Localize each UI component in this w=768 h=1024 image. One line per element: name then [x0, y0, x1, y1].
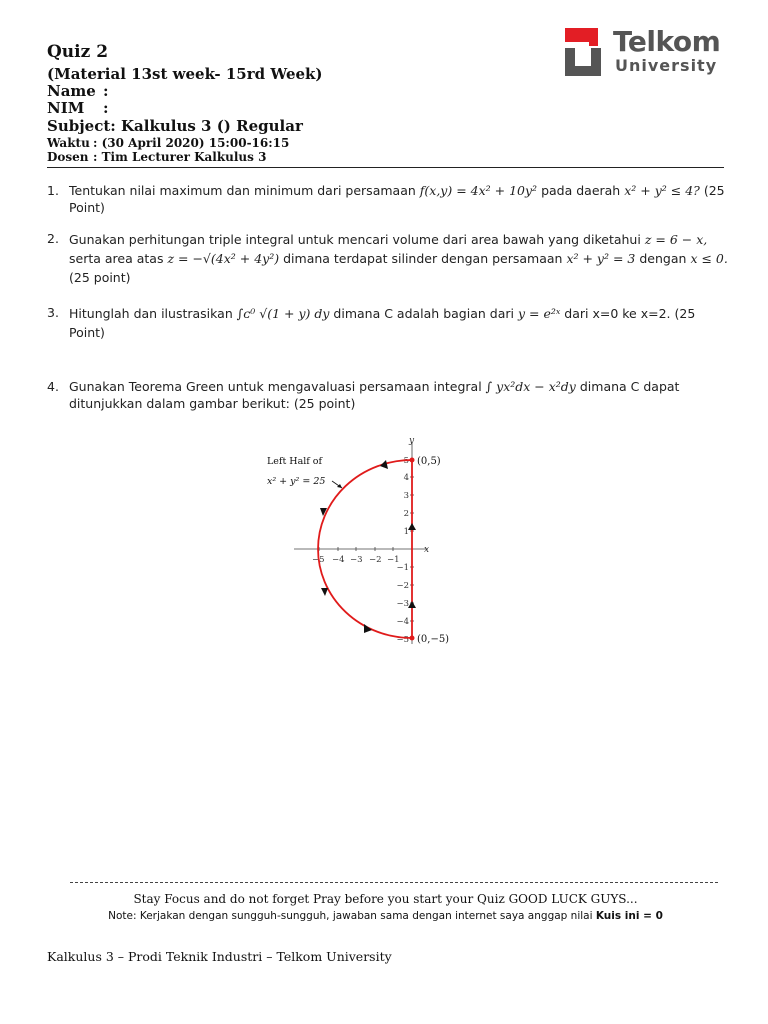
dashed-divider — [70, 882, 718, 883]
question-text: dimana terdapat silinder dengan persamaan — [283, 251, 563, 266]
question-points: (25 point) — [293, 396, 356, 411]
x-axis-label: x — [424, 545, 430, 555]
waktu-line — [47, 136, 289, 150]
y-tick-label: −1 — [396, 563, 409, 573]
note-text: Note: Kerjakan dengan sungguh-sungguh, jawaban sama dengan internet saya anggap nilai — [108, 910, 593, 922]
closing-note — [47, 910, 724, 922]
header-divider — [47, 167, 724, 168]
question-text: dimana C adalah bagian dari — [333, 306, 514, 321]
question-text: serta area atas — [69, 251, 164, 266]
question-number: 2. — [47, 231, 59, 246]
question-text: dari x=0 ke x=2. — [564, 306, 671, 321]
note-emphasis: Kuis ini = 0 — [595, 910, 663, 922]
question-text: Gunakan perhitungan triple integral untuk mencari volume dari area bawah yang diketahui — [69, 232, 641, 247]
question-2 — [47, 230, 729, 287]
top-endpoint — [410, 458, 415, 463]
dosen-value: : Tim Lecturer Kalkulus 3 — [93, 150, 267, 164]
name-line — [47, 83, 109, 100]
question-number: 4. — [47, 379, 59, 394]
cylinder-expression: x² + y² = 3 — [566, 251, 636, 266]
question-text: dengan — [639, 251, 687, 266]
question-points: (25 Point) — [69, 183, 725, 215]
telkom-logo-mark — [563, 26, 613, 78]
subject-line: Subject: Kalkulus 3 () Regular — [47, 117, 303, 135]
nim-line — [47, 100, 109, 117]
telkom-university-logo — [563, 26, 733, 82]
x-tick-label: −1 — [387, 555, 400, 565]
question-points: (25 Point) — [69, 306, 696, 340]
y-tick-label: 1 — [403, 527, 409, 537]
curve-expression: y = e²ˣ — [517, 306, 561, 321]
y-tick-label: 4 — [403, 473, 409, 483]
x-tick-label: −4 — [332, 555, 345, 565]
arrow-marker — [408, 601, 416, 608]
annotation-line-2: x² + y² = 25 — [267, 476, 326, 487]
waktu-value: : (30 April 2020) 15:00-16:15 — [93, 136, 290, 150]
arrow-marker — [321, 588, 328, 596]
y-tick-label: −2 — [396, 581, 409, 591]
annotation-line-1: Left Half of — [267, 456, 323, 467]
region-expression: x² + y² ≤ 4? — [624, 183, 700, 198]
question-1 — [47, 182, 729, 216]
nim-value: : — [103, 99, 109, 117]
lower-surface-expression: z = 6 − x, — [644, 232, 708, 247]
question-text: pada daerah — [541, 183, 621, 198]
x-tick-labels — [312, 555, 400, 565]
question-text: Gunakan Teorema Green untuk mengavaluasi persamaan integral — [69, 379, 482, 394]
x-tick-label: −3 — [350, 555, 363, 565]
function-expression: f(x,y) = 4x² + 10y² — [419, 183, 538, 198]
y-tick-label: −3 — [396, 599, 409, 609]
question-number: 1. — [47, 183, 59, 198]
upper-surface-expression: z = −√(4x² + 4y²) — [167, 251, 280, 266]
y-tick-label: 2 — [403, 509, 409, 519]
integral-expression: ∫ yx²dx − x²dy — [485, 379, 576, 394]
y-tick-label: 5 — [403, 456, 409, 466]
x-tick-label: −5 — [312, 555, 325, 565]
material-line: (Material 13st week- 15rd Week) — [47, 65, 323, 83]
y-tick-labels — [396, 456, 409, 645]
question-number: 3. — [47, 305, 59, 320]
question-text: dimana C dapat ditunjukkan dalam gambar berikut: — [69, 379, 680, 411]
condition-expression: x ≤ 0. — [690, 251, 728, 266]
bottom-point-label: (0,−5) — [417, 634, 450, 645]
x-tick-label: −2 — [369, 555, 382, 565]
dosen-line — [47, 150, 266, 164]
question-3 — [47, 304, 729, 342]
question-4 — [47, 378, 729, 412]
green-theorem-figure — [250, 430, 470, 652]
name-value: : — [103, 82, 109, 100]
logo-text-university: University — [615, 56, 718, 75]
question-text: Hitunglah dan ilustrasikan — [69, 306, 233, 321]
y-axis-label: y — [409, 436, 415, 446]
bottom-endpoint — [410, 636, 415, 641]
page-footer: Kalkulus 3 – Prodi Teknik Industri – Telkom University — [47, 949, 392, 964]
question-points: (25 point) — [69, 270, 131, 285]
dosen-label: Dosen — [47, 150, 89, 164]
closing-message: Stay Focus and do not forget Pray before you start your Quiz GOOD LUCK GUYS... — [133, 892, 638, 906]
quiz-title: Quiz 2 — [47, 42, 109, 62]
logo-text-telkom: Telkom — [613, 25, 721, 58]
y-tick-label: 3 — [403, 491, 409, 501]
waktu-label: Waktu — [47, 136, 90, 150]
name-label: Name — [47, 82, 96, 100]
integral-expression: ∫ᴄ⁰ √(1 + y) dy — [236, 306, 330, 321]
nim-label: NIM — [47, 99, 85, 117]
question-text: Tentukan nilai maximum dan minimum dari persamaan — [69, 183, 416, 198]
y-tick-label: −4 — [396, 617, 409, 627]
top-point-label: (0,5) — [417, 456, 441, 467]
y-tick-label: −5 — [396, 635, 409, 645]
arrow-marker — [408, 523, 416, 530]
